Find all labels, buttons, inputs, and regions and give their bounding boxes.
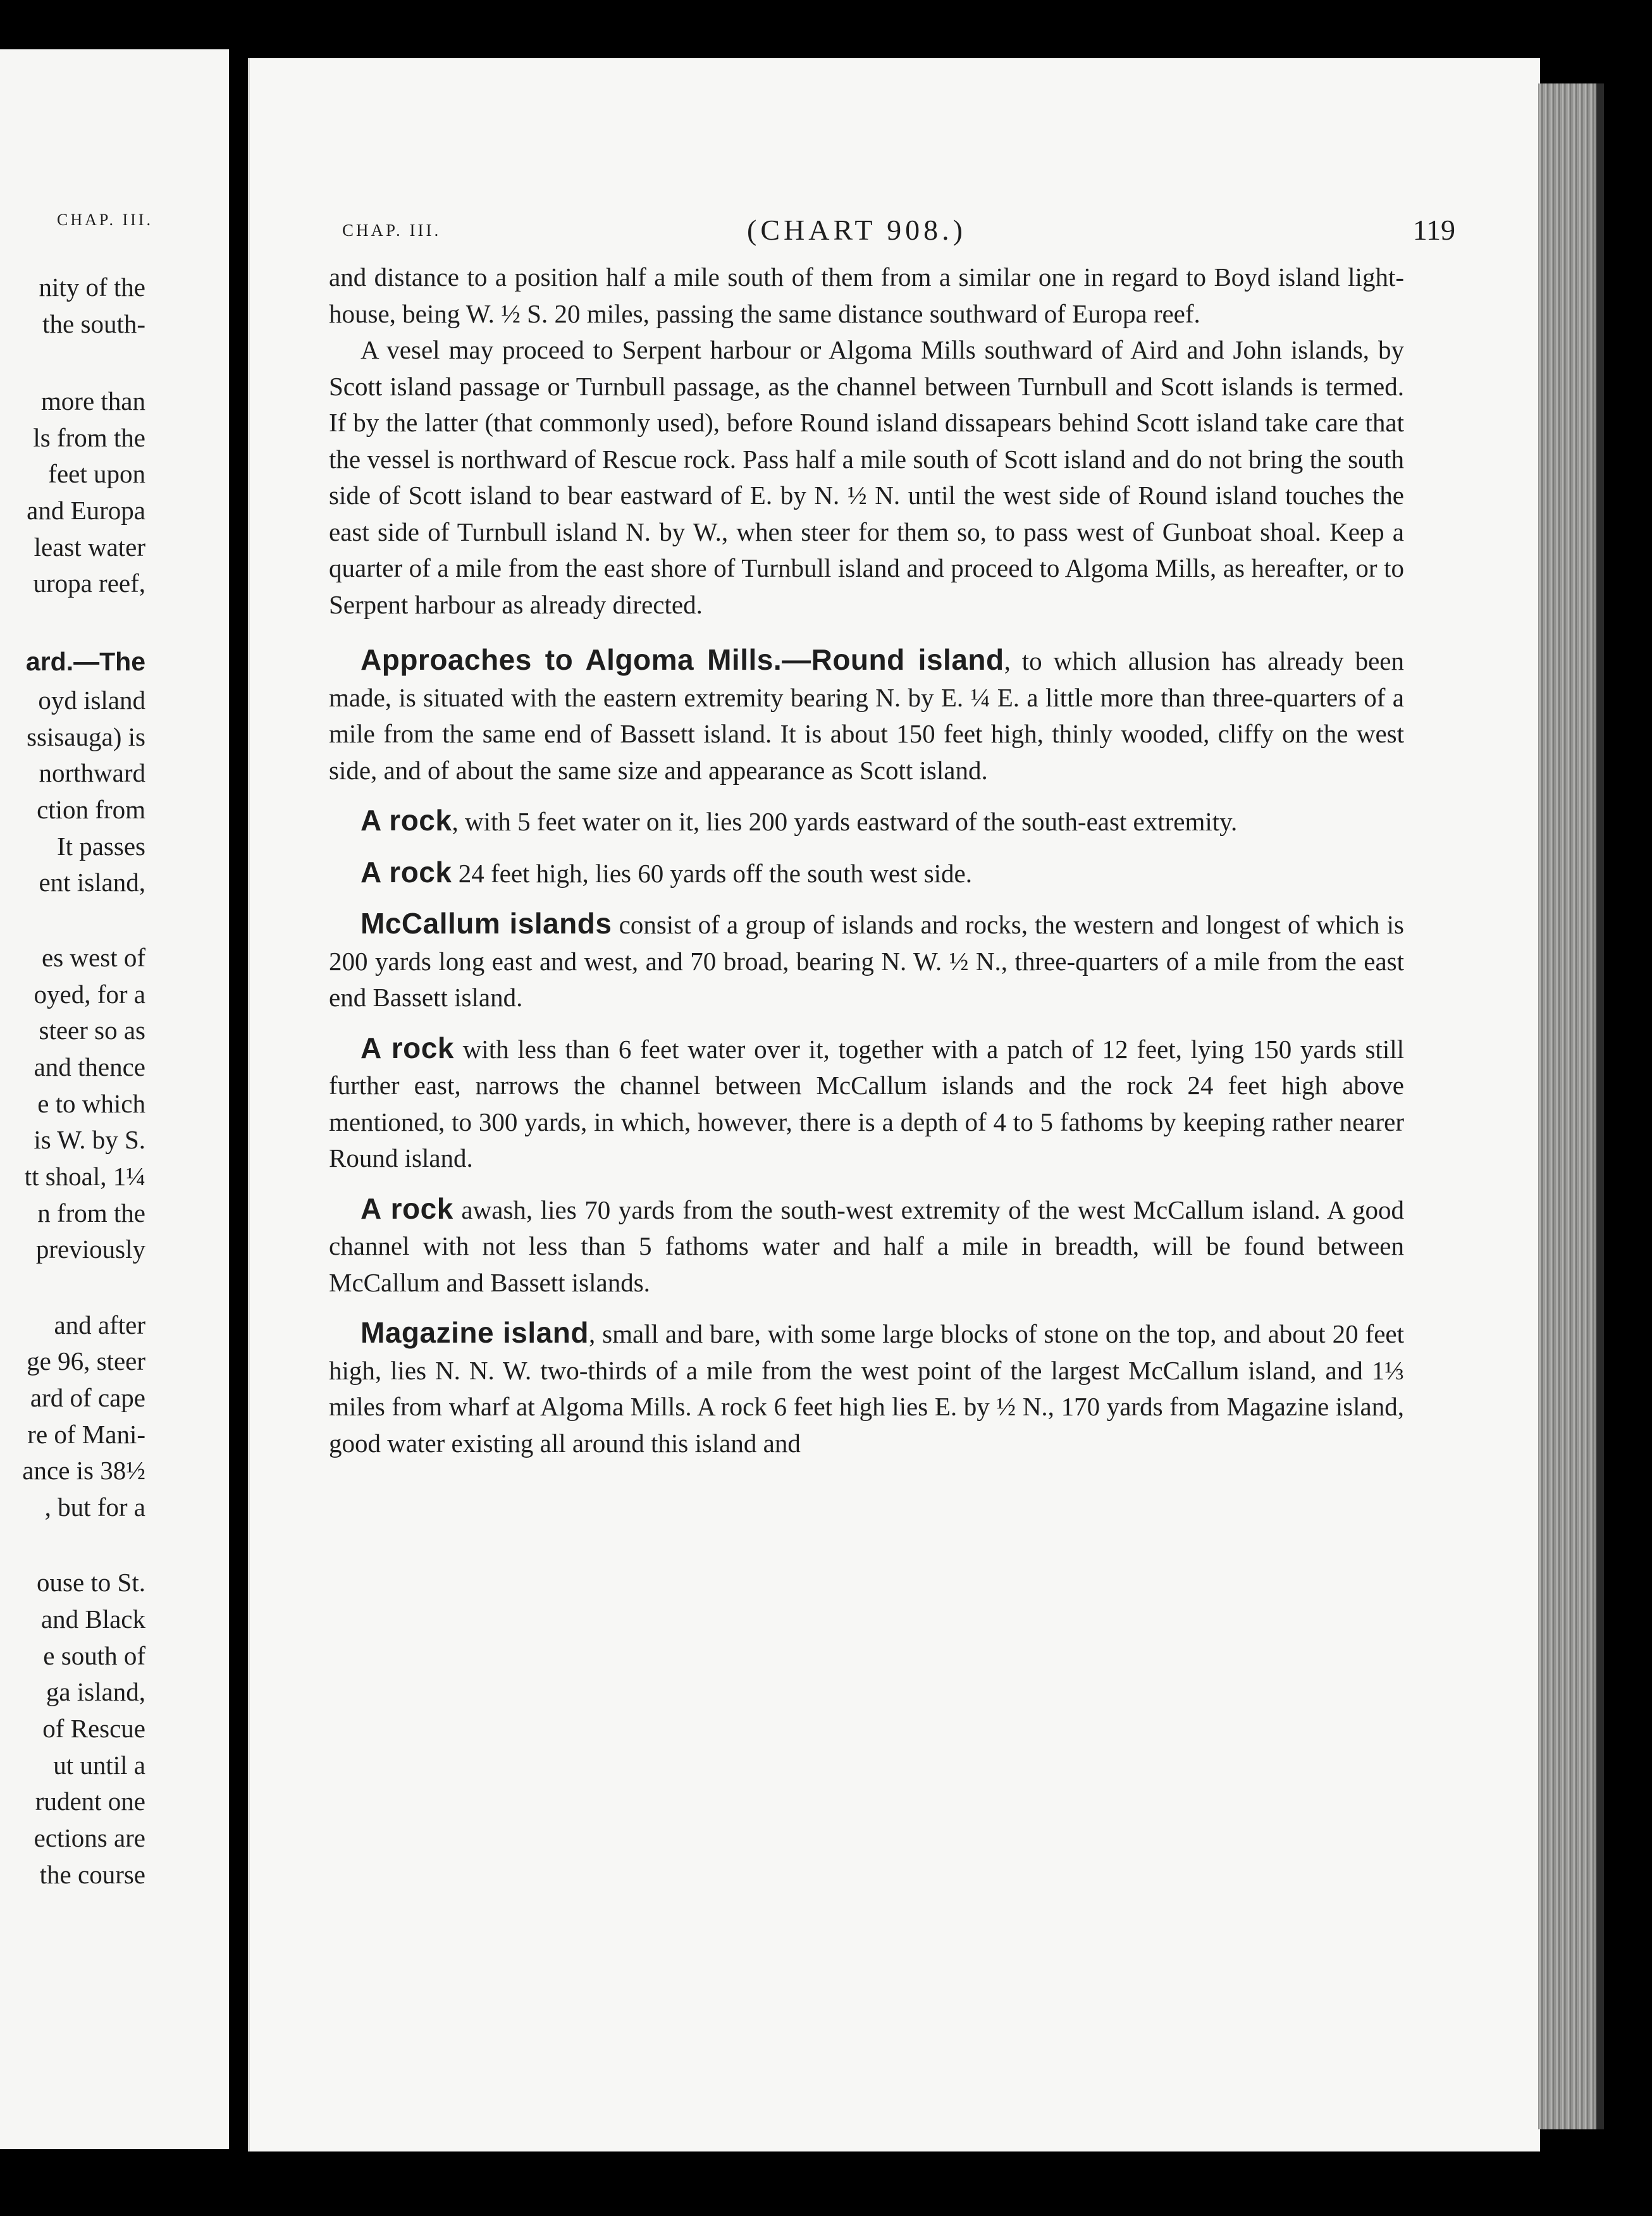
paragraph-text: , to which allusion has already been made, is situated with the eastern extremity bearing N. by E. ¼ E. a little more than three-quarters of a mile from the same end of Bassett island. It is about 150 feet high, thinly wooded, cliffy on the west side, and of about the same size and appearance as Scott island. (329, 646, 1404, 785)
body-text (329, 259, 1404, 1462)
left-running-head: CHAP. III. (57, 211, 153, 229)
chapter-label: CHAP. III. (342, 221, 441, 240)
section-heading: A rock (361, 1191, 453, 1225)
paragraph (329, 1191, 1404, 1302)
paragraph (329, 1315, 1404, 1462)
section-heading: A rock (361, 804, 452, 837)
left-line: previously (35, 1234, 145, 1264)
book-page (248, 58, 1540, 2151)
paragraph (329, 642, 1404, 789)
left-line: ls from the (33, 423, 145, 452)
section-heading: A rock (361, 1031, 454, 1064)
left-facing-page (0, 49, 229, 2149)
section-heading: McCallum islands (361, 907, 612, 940)
left-line-heading: ard.—The (25, 647, 145, 676)
paragraph-text: , with 5 feet water on it, lies 200 yards eastward of the south-east extremity. (452, 807, 1238, 836)
paragraph (329, 1030, 1404, 1177)
left-line: re of Mani- (27, 1420, 145, 1449)
left-line: ssisauga) is (27, 722, 145, 751)
left-line: ut until a (53, 1751, 145, 1780)
left-line: , but for a (44, 1493, 145, 1522)
left-line: steer so as (39, 1016, 145, 1045)
left-line: es west of (42, 943, 145, 972)
page-edge-stack (1538, 83, 1596, 2129)
left-line: It passes (56, 832, 145, 861)
left-line: feet upon (48, 459, 145, 488)
left-line: ge 96, steer (27, 1346, 145, 1376)
left-line: ouse to St. (37, 1568, 145, 1597)
left-line: ent island, (39, 868, 145, 897)
left-line: uropa reef, (33, 569, 145, 598)
page-edge-shadow (1596, 83, 1604, 2129)
section-heading: Approaches to Algoma Mills.—Round island (361, 643, 1004, 676)
paragraph (329, 906, 1404, 1016)
left-line: ard of cape (30, 1383, 145, 1412)
paragraph-text: awash, lies 70 yards from the south-west extremity of the west McCallum island. A good channel with not less than 5 fathoms water and half a mile in breadth, will be found between McCallum and Bassett islands. (329, 1195, 1404, 1297)
left-line: and after (54, 1310, 145, 1339)
left-line: n from the (37, 1198, 145, 1228)
left-line: nity of the (39, 273, 145, 302)
left-line: oyed, for a (34, 980, 145, 1009)
paragraph-text: A vesel may proceed to Serpent harbour or Algoma Mills southward of Aird and John islands, by Scott island passage or Turnbull passage, as the channel between Turnbull and Scott islands is termed. If by the latter (that commonly used), before Round island dissapears behind Scott island take care that the vessel is northward of Rescue rock. Pass half a mile south of Scott island and do not bring the south side of Scott island to bear eastward of E. by N. ½ N. until the west side of Round island touches the east side of Turnbull island N. by W., when steer for them so, to pass west of Gunboat shoal. Keep a quarter of a mile from the east shore of Turnbull island and proceed to Algoma Mills, as hereafter, or to Serpent harbour as already directed. (329, 335, 1404, 619)
paragraph-text: and distance to a position half a mile south of them from a similar one in regard to Boyd island light-house, being W. ½ S. 20 miles, passing the same distance southward of Europa reef. (329, 262, 1404, 328)
section-heading: Magazine island (361, 1316, 589, 1349)
left-line: ga island, (46, 1677, 145, 1706)
chart-reference: (CHART 908.) (747, 214, 966, 246)
left-line: least water (34, 532, 145, 562)
left-line: the course (39, 1860, 145, 1889)
left-line: is W. by S. (34, 1125, 145, 1154)
paragraph-text: 24 feet high, lies 60 yards off the south west side. (452, 858, 972, 888)
left-line: tt shoal, 1¼ (24, 1162, 145, 1191)
left-line: more than (40, 386, 145, 416)
left-line: rudent one (35, 1787, 145, 1816)
paragraph (329, 803, 1404, 840)
left-line: northward (39, 758, 145, 787)
left-line: and thence (34, 1052, 145, 1081)
paragraph-text: consist of a group of islands and rocks, the western and longest of which is 200 yards long east and west, and 70 broad, bearing N. W. ½ N., three-quarters of a mile from the east end Bassett island. (329, 910, 1404, 1012)
left-line: e south of (43, 1641, 145, 1670)
paragraph-text: with less than 6 feet water over it, together with a patch of 12 feet, lying 150 yards still further east, narrows the channel between McCallum islands and the rock 24 feet high above mentioned, to 300 yards, in which, however, there is a depth of 4 to 5 fathoms by keeping rather nearer Round island. (329, 1034, 1404, 1173)
left-line: e to which (37, 1089, 145, 1118)
section-heading: A rock (361, 855, 452, 889)
left-line: ction from (37, 795, 145, 824)
page-number: 119 (1412, 214, 1455, 246)
running-head (342, 213, 1455, 251)
left-line: the south- (42, 309, 145, 338)
paragraph-text: , small and bare, with some large blocks of stone on the top, and about 20 feet high, lies N. N. W. two-thirds of a mile from the west point of the largest McCallum island, and 1⅓ miles from wharf at Algoma Mills. A rock 6 feet high lies E. by ½ N., 170 yards from Magazine island, good water existing all around this island and (329, 1319, 1404, 1458)
paragraph (329, 332, 1404, 623)
paragraph (329, 854, 1404, 892)
left-line: oyd island (38, 686, 145, 715)
left-line: of Rescue (42, 1714, 145, 1743)
left-line: ance is 38½ (22, 1456, 145, 1485)
left-line: and Europa (27, 496, 145, 525)
left-line: and Black (40, 1604, 145, 1634)
left-line: ections are (34, 1823, 145, 1852)
paragraph (329, 259, 1404, 332)
